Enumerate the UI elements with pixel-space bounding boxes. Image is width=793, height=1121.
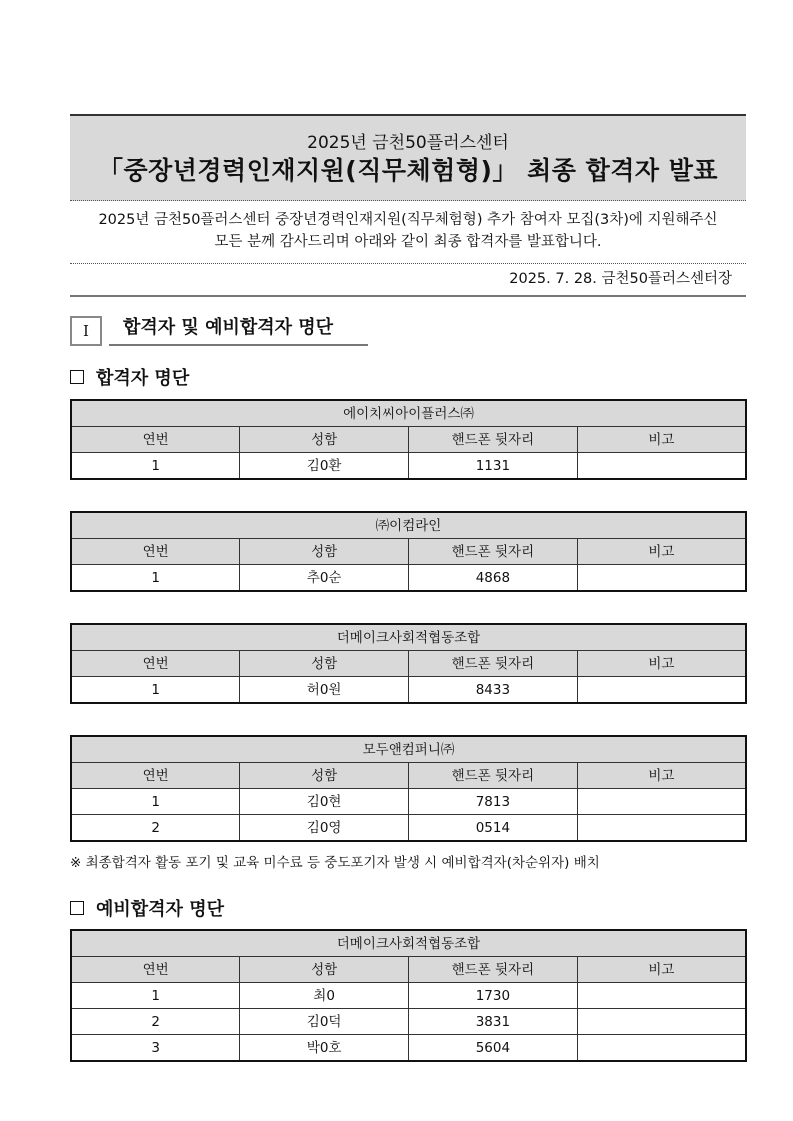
cell-note xyxy=(577,983,746,1009)
table-row xyxy=(71,677,746,704)
table-row xyxy=(71,565,746,592)
cell-name: 허0원 xyxy=(240,677,409,704)
intro-line-1: 2025년 금천50플러스센터 중장년경력인재지원(직무체험형) 추가 참여자 모집(3차)에 지원해주신 xyxy=(98,212,718,228)
cell-no: 1 xyxy=(71,453,240,480)
square-bullet-icon xyxy=(70,370,84,384)
col-header-no: 연번 xyxy=(71,651,240,677)
company-name: 더메이크사회적협동조합 xyxy=(71,930,746,957)
col-header-no: 연번 xyxy=(71,427,240,453)
cell-no: 1 xyxy=(71,565,240,592)
cell-phone: 7813 xyxy=(409,789,578,815)
col-header-note: 비고 xyxy=(577,539,746,565)
cell-name: 김0영 xyxy=(240,815,409,842)
cell-phone: 0514 xyxy=(409,815,578,842)
cell-note xyxy=(577,453,746,480)
col-header-no: 연번 xyxy=(71,539,240,565)
col-header-name: 성함 xyxy=(240,539,409,565)
cell-no: 2 xyxy=(71,1009,240,1035)
passed-table-2 xyxy=(70,511,747,592)
cell-note xyxy=(577,677,746,704)
col-header-name: 성함 xyxy=(240,957,409,983)
cell-name: 추0순 xyxy=(240,565,409,592)
table-row xyxy=(71,983,746,1009)
intro-text xyxy=(70,201,746,264)
col-header-phone: 핸드폰 뒷자리 xyxy=(409,427,578,453)
section-heading xyxy=(70,310,368,346)
section-number: Ⅰ xyxy=(70,316,102,346)
passed-heading-label: 합격자 명단 xyxy=(96,368,190,389)
col-header-phone: 핸드폰 뒷자리 xyxy=(409,957,578,983)
cell-note xyxy=(577,789,746,815)
cell-phone: 5604 xyxy=(409,1035,578,1062)
company-name: 에이치씨아이플러스㈜ xyxy=(71,400,746,427)
cell-name: 김0덕 xyxy=(240,1009,409,1035)
signature-line: 2025. 7. 28. 금천50플러스센터장 xyxy=(70,264,746,297)
col-header-name: 성함 xyxy=(240,651,409,677)
cell-no: 1 xyxy=(71,983,240,1009)
company-name: 더메이크사회적협동조합 xyxy=(71,624,746,651)
passed-heading xyxy=(70,364,189,390)
cell-no: 1 xyxy=(71,789,240,815)
cell-no: 1 xyxy=(71,677,240,704)
col-header-note: 비고 xyxy=(577,763,746,789)
company-name: ㈜이컴라인 xyxy=(71,512,746,539)
table-row xyxy=(71,1035,746,1062)
company-name: 모두앤컴퍼니㈜ xyxy=(71,736,746,763)
cell-note xyxy=(577,565,746,592)
footnote: ※ 최종합격자 활동 포기 및 교육 미수료 등 중도포기자 발생 시 예비합격자(차순위자) 배치 xyxy=(70,855,600,871)
cell-name: 김0환 xyxy=(240,453,409,480)
col-header-note: 비고 xyxy=(577,957,746,983)
table-row xyxy=(71,453,746,480)
document-page xyxy=(70,114,746,1056)
cell-name: 최0 xyxy=(240,983,409,1009)
col-header-phone: 핸드폰 뒷자리 xyxy=(409,539,578,565)
reserve-heading xyxy=(70,895,224,921)
cell-name: 김0현 xyxy=(240,789,409,815)
reserve-heading-label: 예비합격자 명단 xyxy=(96,899,224,920)
table-row xyxy=(71,815,746,842)
cell-name: 박0호 xyxy=(240,1035,409,1062)
col-header-name: 성함 xyxy=(240,427,409,453)
passed-table-1 xyxy=(70,399,747,480)
cell-no: 2 xyxy=(71,815,240,842)
col-header-note: 비고 xyxy=(577,427,746,453)
cell-phone: 3831 xyxy=(409,1009,578,1035)
passed-table-4 xyxy=(70,735,747,842)
passed-table-3 xyxy=(70,623,747,704)
cell-note xyxy=(577,1035,746,1062)
col-header-phone: 핸드폰 뒷자리 xyxy=(409,763,578,789)
cell-phone: 4868 xyxy=(409,565,578,592)
col-header-no: 연번 xyxy=(71,763,240,789)
table-row xyxy=(71,1009,746,1035)
col-header-no: 연번 xyxy=(71,957,240,983)
page-subtitle: 2025년 금천50플러스센터 xyxy=(307,133,509,153)
page-title: 「중장년경력인재지원(직무체험형)」 최종 합격자 발표 xyxy=(97,156,719,185)
col-header-note: 비고 xyxy=(577,651,746,677)
intro-line-2: 모든 분께 감사드리며 아래와 같이 최종 합격자를 발표합니다. xyxy=(214,234,602,250)
cell-phone: 8433 xyxy=(409,677,578,704)
cell-phone: 1730 xyxy=(409,983,578,1009)
col-header-name: 성함 xyxy=(240,763,409,789)
cell-no: 3 xyxy=(71,1035,240,1062)
table-row xyxy=(71,789,746,815)
section-title: 합격자 및 예비합격자 명단 xyxy=(109,314,368,346)
reserve-table xyxy=(70,929,747,1062)
cell-note xyxy=(577,815,746,842)
title-band xyxy=(70,114,746,201)
square-bullet-icon xyxy=(70,901,84,915)
cell-note xyxy=(577,1009,746,1035)
cell-phone: 1131 xyxy=(409,453,578,480)
col-header-phone: 핸드폰 뒷자리 xyxy=(409,651,578,677)
